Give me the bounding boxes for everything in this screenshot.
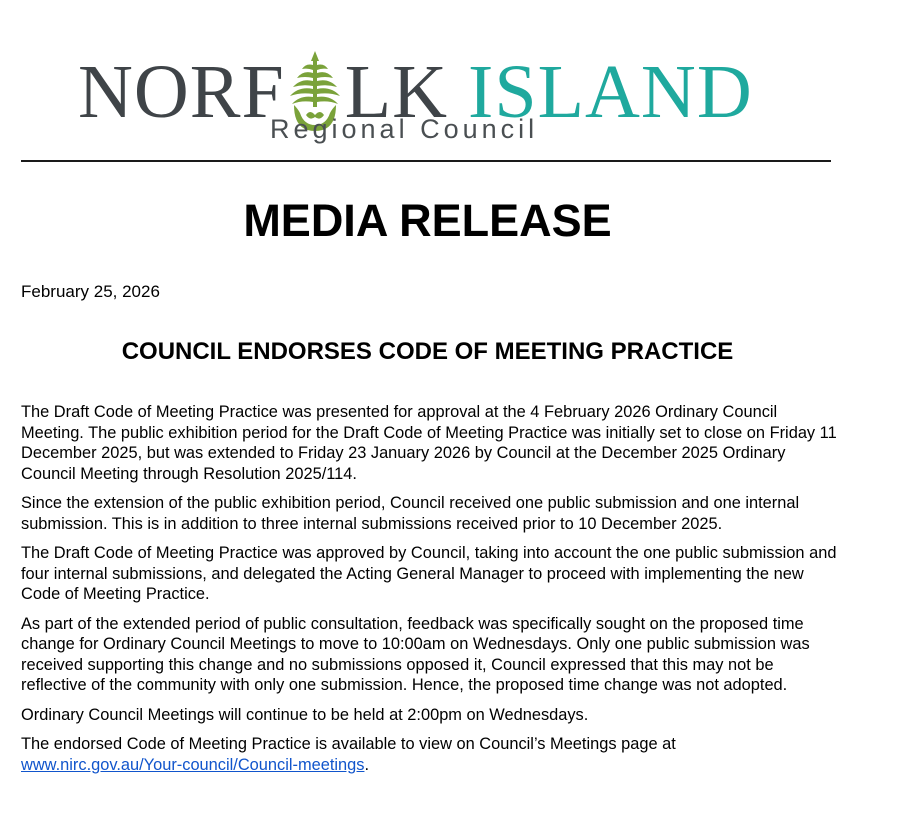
body-paragraph: The Draft Code of Meeting Practice was approved by Council, taking into account the one public submission and four internal submissions, and delegated the Acting General Manager to proceed with implementing the new Code of Meeting Practice. [21,544,837,603]
body-paragraph: Ordinary Council Meetings will continue to be held at 2:00pm on Wednesdays. [21,705,589,724]
final-period: . [364,755,370,774]
body-paragraph: As part of the extended period of public consultation, feedback was specifically sought on the proposed time change for Ordinary Council Meetings to move to 10:00am on Wednesdays. Only one public submission was received supporting this change and no submissions opposed it, Council expressed that this may not be reflective of the community with only one submission. Hence, the proposed time change was not adopted. [21,614,810,694]
final-paragraph-text: The endorsed Code of Meeting Practice is available to view on Council’s Meetings page at [21,735,676,753]
release-headline: COUNCIL ENDORSES CODE OF MEETING PRACTICE [121,338,734,365]
council-meetings-link[interactable]: www.nirc.gov.au/Your-council/Council-meetings [21,755,365,774]
norfolk-island-logo [78,14,778,154]
logo-subtitle: Regional Council [270,114,539,144]
header-divider [21,160,831,162]
release-date: February 25, 2026 [21,282,160,301]
body-paragraph-final [21,734,843,775]
body-paragraph: Since the extension of the public exhibition period, Council received one public submission and one internal submission. This is in addition to three internal submissions received prior to 10 December 2025. [21,494,800,533]
logo-word-norf: NORF [78,50,285,134]
logo-word-lk: LK [344,50,449,134]
body-paragraph: The Draft Code of Meeting Practice was presented for approval at the 4 February 2026 Ordinary Council Meeting. The public exhibition period for the Draft Code of Meeting Practice was initially set to close on Friday 11 December 2025, but was extended to Friday 23 January 2026 by Council at the December 2025 Ordinary Council Meeting through Resolution 2025/114. [21,403,837,483]
logo-word-island: ISLAND [468,50,753,134]
media-release-title: MEDIA RELEASE [243,195,612,246]
release-body [21,402,843,784]
